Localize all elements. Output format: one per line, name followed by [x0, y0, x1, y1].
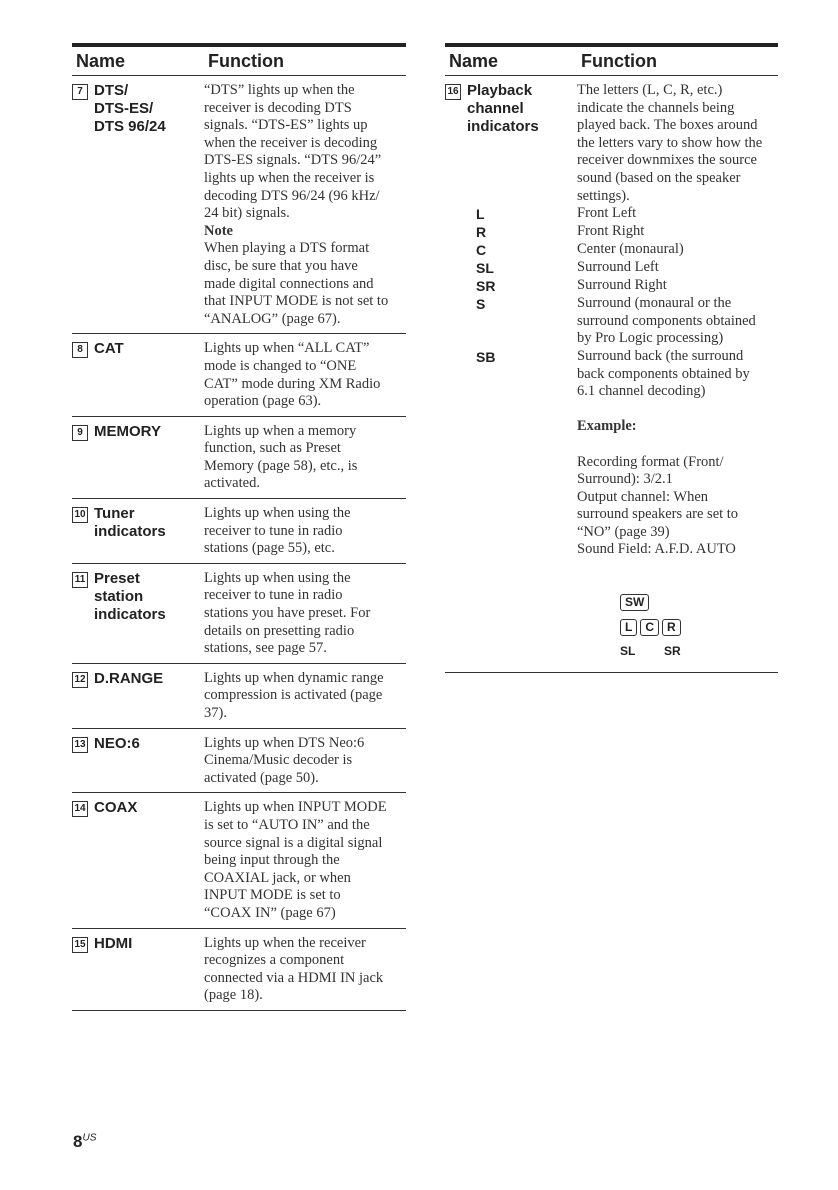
channel-desc: Center (monaural) [577, 241, 684, 258]
entry-label: HDMI [94, 934, 133, 952]
item-number: 10 [72, 507, 88, 523]
entry-name [72, 570, 204, 658]
entry-name [72, 82, 204, 328]
table-row [72, 564, 406, 664]
channel-desc: Surround Right [577, 277, 667, 294]
indicator-display [620, 593, 778, 658]
sr-indicator: SR [664, 643, 681, 658]
page-number: $8^{US}$ [73, 1132, 97, 1151]
channel-desc: Front Right [577, 223, 645, 240]
right-column [445, 43, 778, 673]
note-text: When playing a DTS format disc, be sure that you have made digital connections and that INPUT MODE is not set to “ANALOG” (page 67). [204, 240, 389, 327]
table-row [72, 76, 406, 334]
sw-indicator: SW [620, 594, 649, 611]
table-row [72, 417, 406, 499]
channel-row [445, 259, 778, 277]
channel-label: C [476, 242, 487, 259]
table-row [72, 334, 406, 416]
entry-description: Lights up when the receiver recognizes a component connected via a HDMI IN jack (page 18). [204, 934, 384, 1004]
channel-list [445, 205, 778, 401]
name-heading: Name [76, 50, 126, 71]
table-row [72, 729, 406, 794]
entry-description: The letters (L, C, R, etc.) indicate the channels being played back. The boxes around the letters vary to show how the receiver downmixes the source sound (based on the speaker settings). [577, 82, 763, 204]
entry-description: Lights up when using the receiver to tune in radio stations (page 55), etc. [204, 505, 351, 557]
example-title: Example: [577, 418, 637, 435]
entry-description: Lights up when using the receiver to tune in radio stations you have preset. For details on presetting radio stations, see page 57. [204, 569, 371, 657]
channel-desc: Surround Left [577, 259, 659, 276]
l-indicator: L [620, 619, 637, 636]
channel-label: SL [476, 260, 494, 277]
entry-name [72, 935, 204, 1005]
entry-description: Lights up when dynamic range compression is activated (page 37). [204, 669, 384, 721]
table-row [72, 664, 406, 729]
item-number: 14 [72, 801, 88, 817]
entry-description: Lights up when DTS Neo:6 Cinema/Music decoder is activated (page 50). [204, 734, 365, 786]
channel-row [445, 295, 778, 348]
item-number: 9 [72, 425, 88, 441]
channel-desc: Surround (monaural or the surround components obtained by Pro Logic processing) [577, 295, 756, 347]
channel-label: R [476, 224, 487, 241]
entry-description: Lights up when “ALL CAT” mode is changed to “ONE CAT” mode during XM Radio operation (page 63). [204, 340, 381, 410]
entry-label: D.RANGE [94, 669, 164, 687]
item-number: 12 [72, 672, 88, 688]
channel-row [445, 223, 778, 241]
channel-desc: Front Left [577, 205, 637, 222]
channel-row [445, 205, 778, 223]
item-number: 8 [72, 342, 88, 358]
entry-name [72, 799, 204, 922]
channel-row [445, 277, 778, 295]
function-heading: Function [208, 50, 284, 71]
table-row [72, 929, 406, 1011]
note-title: Note [204, 222, 233, 239]
channel-label: SR [476, 278, 496, 295]
entry-description: “DTS” lights up when the receiver is decoding DTS signals. “DTS-ES” lights up when the receiver is decoding DTS-ES signals. “DTS 96/24” lights up when the receiver is decoding DTS 96/24 (96 kHz/ 24 bit) signals. Note When playing a DTS format disc, be sure that you have made digital connections and that INPUT MODE is not set to “ANALOG” (page 67). [204, 82, 406, 328]
left-column [72, 43, 406, 1011]
entry-name [72, 670, 204, 723]
function-heading: Function [581, 50, 657, 71]
entry-label: COAX [94, 799, 138, 817]
entry-description: Lights up when a memory function, such as Preset Memory (page 58), etc., is activated. [204, 422, 358, 492]
table-header [72, 47, 406, 76]
entry-label: Tuner indicators [94, 505, 166, 541]
table-header [445, 47, 778, 76]
entry-label: Playback channel indicators [467, 82, 539, 135]
item-number: 7 [72, 84, 88, 100]
table-row [72, 499, 406, 564]
entry-name [445, 82, 577, 205]
table-row [72, 793, 406, 928]
item-number: 13 [72, 737, 88, 753]
entry-label: DTS/ DTS-ES/ DTS 96/24 [94, 82, 166, 135]
entry-name [72, 423, 204, 493]
channel-label: S [476, 296, 486, 313]
entry-name [72, 505, 204, 558]
channel-label: L [476, 206, 485, 223]
channel-label: SB [476, 348, 496, 365]
r-indicator: R [662, 619, 681, 636]
channel-row [445, 241, 778, 259]
channel-row [445, 348, 778, 401]
item-number: 11 [72, 572, 88, 588]
entry-label: Preset station indicators [94, 569, 166, 623]
entry-name [72, 735, 204, 788]
item-number: 16 [445, 84, 461, 100]
example-text: Recording format (Front/ Surround): 3/2.1 Output channel: When surround speakers are set to “NO” (page 39) Sound Field: A.F.D. AUTO [577, 453, 739, 558]
c-indicator: C [640, 619, 659, 636]
entry-label: MEMORY [94, 422, 161, 440]
entry-description: Lights up when INPUT MODE is set to “AUTO IN” and the source signal is a digital signal being input through the COAXIAL jack, or when INPUT MODE is set to “COAX IN” (page 67) [204, 799, 387, 921]
entry-label: CAT [94, 340, 124, 358]
name-heading: Name [449, 50, 499, 71]
item-number: 15 [72, 937, 88, 953]
channel-desc: Surround back (the surround back components obtained by 6.1 channel decoding) [577, 347, 750, 400]
entry-label: NEO:6 [94, 734, 140, 752]
sl-indicator: SL [620, 643, 636, 658]
entry-name [72, 340, 204, 410]
playback-entry [445, 76, 778, 673]
